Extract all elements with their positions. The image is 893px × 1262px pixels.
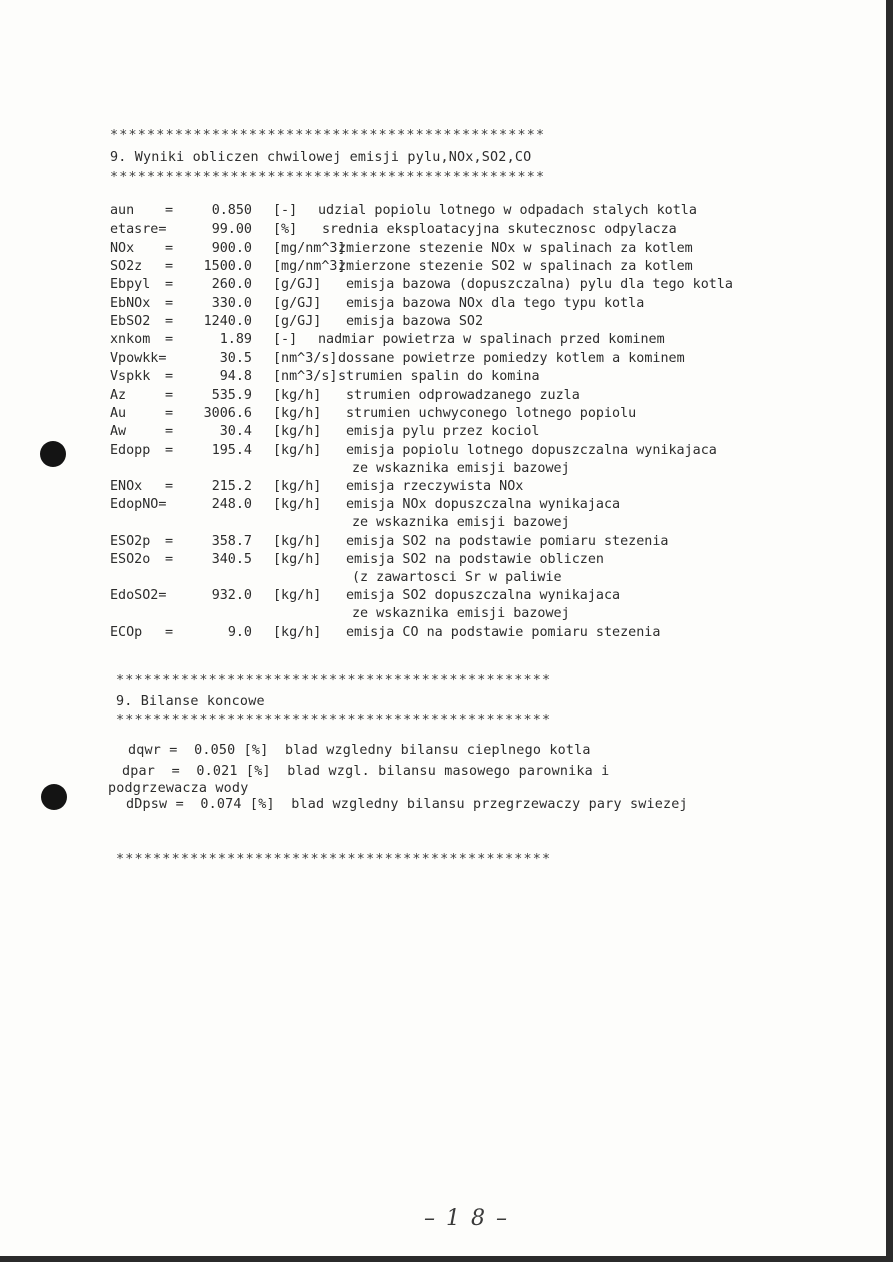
balance-line-dpar-cont: podgrzewacza wody bbox=[108, 781, 249, 796]
row-equals: = bbox=[165, 259, 174, 274]
row-equals: = bbox=[165, 203, 174, 218]
row-name: EdoSO2= bbox=[110, 588, 167, 603]
row-description-cont: ze wskaznika emisji bazowej bbox=[352, 606, 570, 621]
row-description: emisja SO2 na podstawie pomiaru stezenia bbox=[346, 534, 669, 549]
row-unit: [g/GJ] bbox=[273, 277, 322, 292]
row-value: 195.4 bbox=[211, 443, 252, 458]
row-description: strumien uchwyconego lotnego popiolu bbox=[346, 406, 637, 421]
row-value: 900.0 bbox=[211, 241, 252, 256]
row-description: emisja SO2 dopuszczalna wynikajaca bbox=[346, 588, 621, 603]
row-unit: [nm^3/s] bbox=[273, 351, 338, 366]
row-equals: = bbox=[165, 296, 174, 311]
row-description-cont: ze wskaznika emisji bazowej bbox=[352, 461, 570, 476]
row-description: emisja CO na podstawie pomiaru stezenia bbox=[346, 625, 661, 640]
row-name: EbSO2 bbox=[110, 314, 151, 329]
row-value: 932.0 bbox=[211, 588, 252, 603]
row-name: EdopNO= bbox=[110, 497, 167, 512]
row-unit: [kg/h] bbox=[273, 479, 322, 494]
row-description: srednia eksploatacyjna skutecznosc odpylacza bbox=[322, 222, 677, 237]
row-unit: [kg/h] bbox=[273, 424, 322, 439]
row-unit: [g/GJ] bbox=[273, 296, 322, 311]
row-unit: [%] bbox=[273, 222, 298, 237]
row-unit: [nm^3/s] bbox=[273, 369, 338, 384]
row-value: 340.5 bbox=[211, 552, 252, 567]
row-name: etasre= bbox=[110, 222, 167, 237]
row-name: SO2z bbox=[110, 259, 143, 274]
separator-line: *********************************************** bbox=[116, 852, 552, 867]
row-value: 248.0 bbox=[211, 497, 252, 512]
row-value: 94.8 bbox=[219, 369, 252, 384]
separator-line: *********************************************** bbox=[116, 713, 552, 728]
row-unit: [kg/h] bbox=[273, 534, 322, 549]
row-value: 1.89 bbox=[219, 332, 252, 347]
row-description: dossane powietrze pomiedzy kotlem a kominem bbox=[338, 351, 685, 366]
row-description: emisja pylu przez kociol bbox=[346, 424, 540, 439]
row-value: 0.850 bbox=[211, 203, 252, 218]
row-description: emisja NOx dopuszczalna wynikajaca bbox=[346, 497, 621, 512]
row-description: emisja rzeczywista NOx bbox=[346, 479, 524, 494]
row-unit: [mg/nm^3] bbox=[273, 241, 346, 256]
row-value: 3006.6 bbox=[203, 406, 252, 421]
row-description: zmierzone stezenie SO2 w spalinach za kotlem bbox=[338, 259, 693, 274]
row-name: xnkom bbox=[110, 332, 151, 347]
separator-line: *********************************************** bbox=[116, 673, 552, 688]
row-value: 99.00 bbox=[211, 222, 252, 237]
row-value: 30.5 bbox=[219, 351, 252, 366]
separator-line: *********************************************** bbox=[110, 128, 546, 143]
balance-line-ddpsw: dDpsw = 0.074 [%] blad wzgledny bilansu przegrzewaczy pary swiezej bbox=[126, 797, 688, 812]
row-equals: = bbox=[165, 241, 174, 256]
row-description: zmierzone stezenie NOx w spalinach za kotlem bbox=[338, 241, 693, 256]
row-equals: = bbox=[165, 388, 174, 403]
row-equals: = bbox=[165, 552, 174, 567]
row-equals: = bbox=[165, 479, 174, 494]
separator-line: *********************************************** bbox=[110, 170, 546, 185]
row-description: emisja bazowa NOx dla tego typu kotla bbox=[346, 296, 645, 311]
row-value: 215.2 bbox=[211, 479, 252, 494]
row-value: 358.7 bbox=[211, 534, 252, 549]
row-value: 330.0 bbox=[211, 296, 252, 311]
row-equals: = bbox=[165, 424, 174, 439]
row-description: emisja bazowa (dopuszczalna) pylu dla tego kotla bbox=[346, 277, 733, 292]
row-name: Aw bbox=[110, 424, 127, 439]
row-unit: [kg/h] bbox=[273, 625, 322, 640]
row-description: nadmiar powietrza w spalinach przed kominem bbox=[318, 332, 665, 347]
row-equals: = bbox=[165, 332, 174, 347]
row-description-cont: ze wskaznika emisji bazowej bbox=[352, 515, 570, 530]
row-name: ESO2p bbox=[110, 534, 151, 549]
row-name: EbNOx bbox=[110, 296, 151, 311]
row-description: strumien spalin do komina bbox=[338, 369, 540, 384]
row-value: 1500.0 bbox=[203, 259, 252, 274]
row-name: Vspkk bbox=[110, 369, 151, 384]
section-title-emissions: 9. Wyniki obliczen chwilowej emisji pylu,NOx,SO2,CO bbox=[110, 150, 532, 165]
row-value: 30.4 bbox=[219, 424, 252, 439]
punch-hole-bottom bbox=[41, 784, 67, 810]
section-title-balances: 9. Bilanse koncowe bbox=[116, 694, 265, 709]
row-unit: [kg/h] bbox=[273, 497, 322, 512]
row-description: emisja SO2 na podstawie obliczen bbox=[346, 552, 604, 567]
punch-hole-top bbox=[40, 441, 66, 467]
scan-edge-bottom bbox=[0, 1256, 893, 1262]
row-unit: [kg/h] bbox=[273, 388, 322, 403]
row-name: ESO2o bbox=[110, 552, 151, 567]
row-unit: [kg/h] bbox=[273, 552, 322, 567]
row-equals: = bbox=[165, 369, 174, 384]
row-name: Au bbox=[110, 406, 127, 421]
row-unit: [g/GJ] bbox=[273, 314, 322, 329]
row-description: emisja popiolu lotnego dopuszczalna wynikajaca bbox=[346, 443, 717, 458]
row-name: Ebpyl bbox=[110, 277, 151, 292]
row-name: Edopp bbox=[110, 443, 151, 458]
row-unit: [kg/h] bbox=[273, 588, 322, 603]
row-name: Vpowkk= bbox=[110, 351, 167, 366]
row-description: emisja bazowa SO2 bbox=[346, 314, 484, 329]
row-unit: [-] bbox=[273, 203, 298, 218]
row-name: NOx bbox=[110, 241, 135, 256]
balance-line-dpar: dpar = 0.021 [%] blad wzgl. bilansu masowego parownika i bbox=[122, 764, 610, 779]
row-unit: [kg/h] bbox=[273, 443, 322, 458]
row-value: 535.9 bbox=[211, 388, 252, 403]
row-value: 9.0 bbox=[227, 625, 252, 640]
row-description: udzial popiolu lotnego w odpadach stalych kotla bbox=[318, 203, 697, 218]
row-unit: [mg/nm^3] bbox=[273, 259, 346, 274]
row-equals: = bbox=[165, 406, 174, 421]
row-description: strumien odprowadzanego zuzla bbox=[346, 388, 580, 403]
row-name: Az bbox=[110, 388, 127, 403]
row-description-cont: (z zawartosci Sr w paliwie bbox=[352, 570, 562, 585]
row-unit: [kg/h] bbox=[273, 406, 322, 421]
row-name: ECOp bbox=[110, 625, 143, 640]
row-equals: = bbox=[165, 314, 174, 329]
row-value: 1240.0 bbox=[203, 314, 252, 329]
row-value: 260.0 bbox=[211, 277, 252, 292]
row-equals: = bbox=[165, 534, 174, 549]
row-unit: [-] bbox=[273, 332, 298, 347]
row-equals: = bbox=[165, 625, 174, 640]
row-equals: = bbox=[165, 277, 174, 292]
scan-edge-right bbox=[886, 0, 893, 1262]
balance-line-dqwr: dqwr = 0.050 [%] blad wzgledny bilansu cieplnego kotla bbox=[128, 743, 591, 758]
row-name: ENOx bbox=[110, 479, 143, 494]
row-name: aun bbox=[110, 203, 135, 218]
page-number: – 1 8 – bbox=[424, 1206, 509, 1231]
row-equals: = bbox=[165, 443, 174, 458]
